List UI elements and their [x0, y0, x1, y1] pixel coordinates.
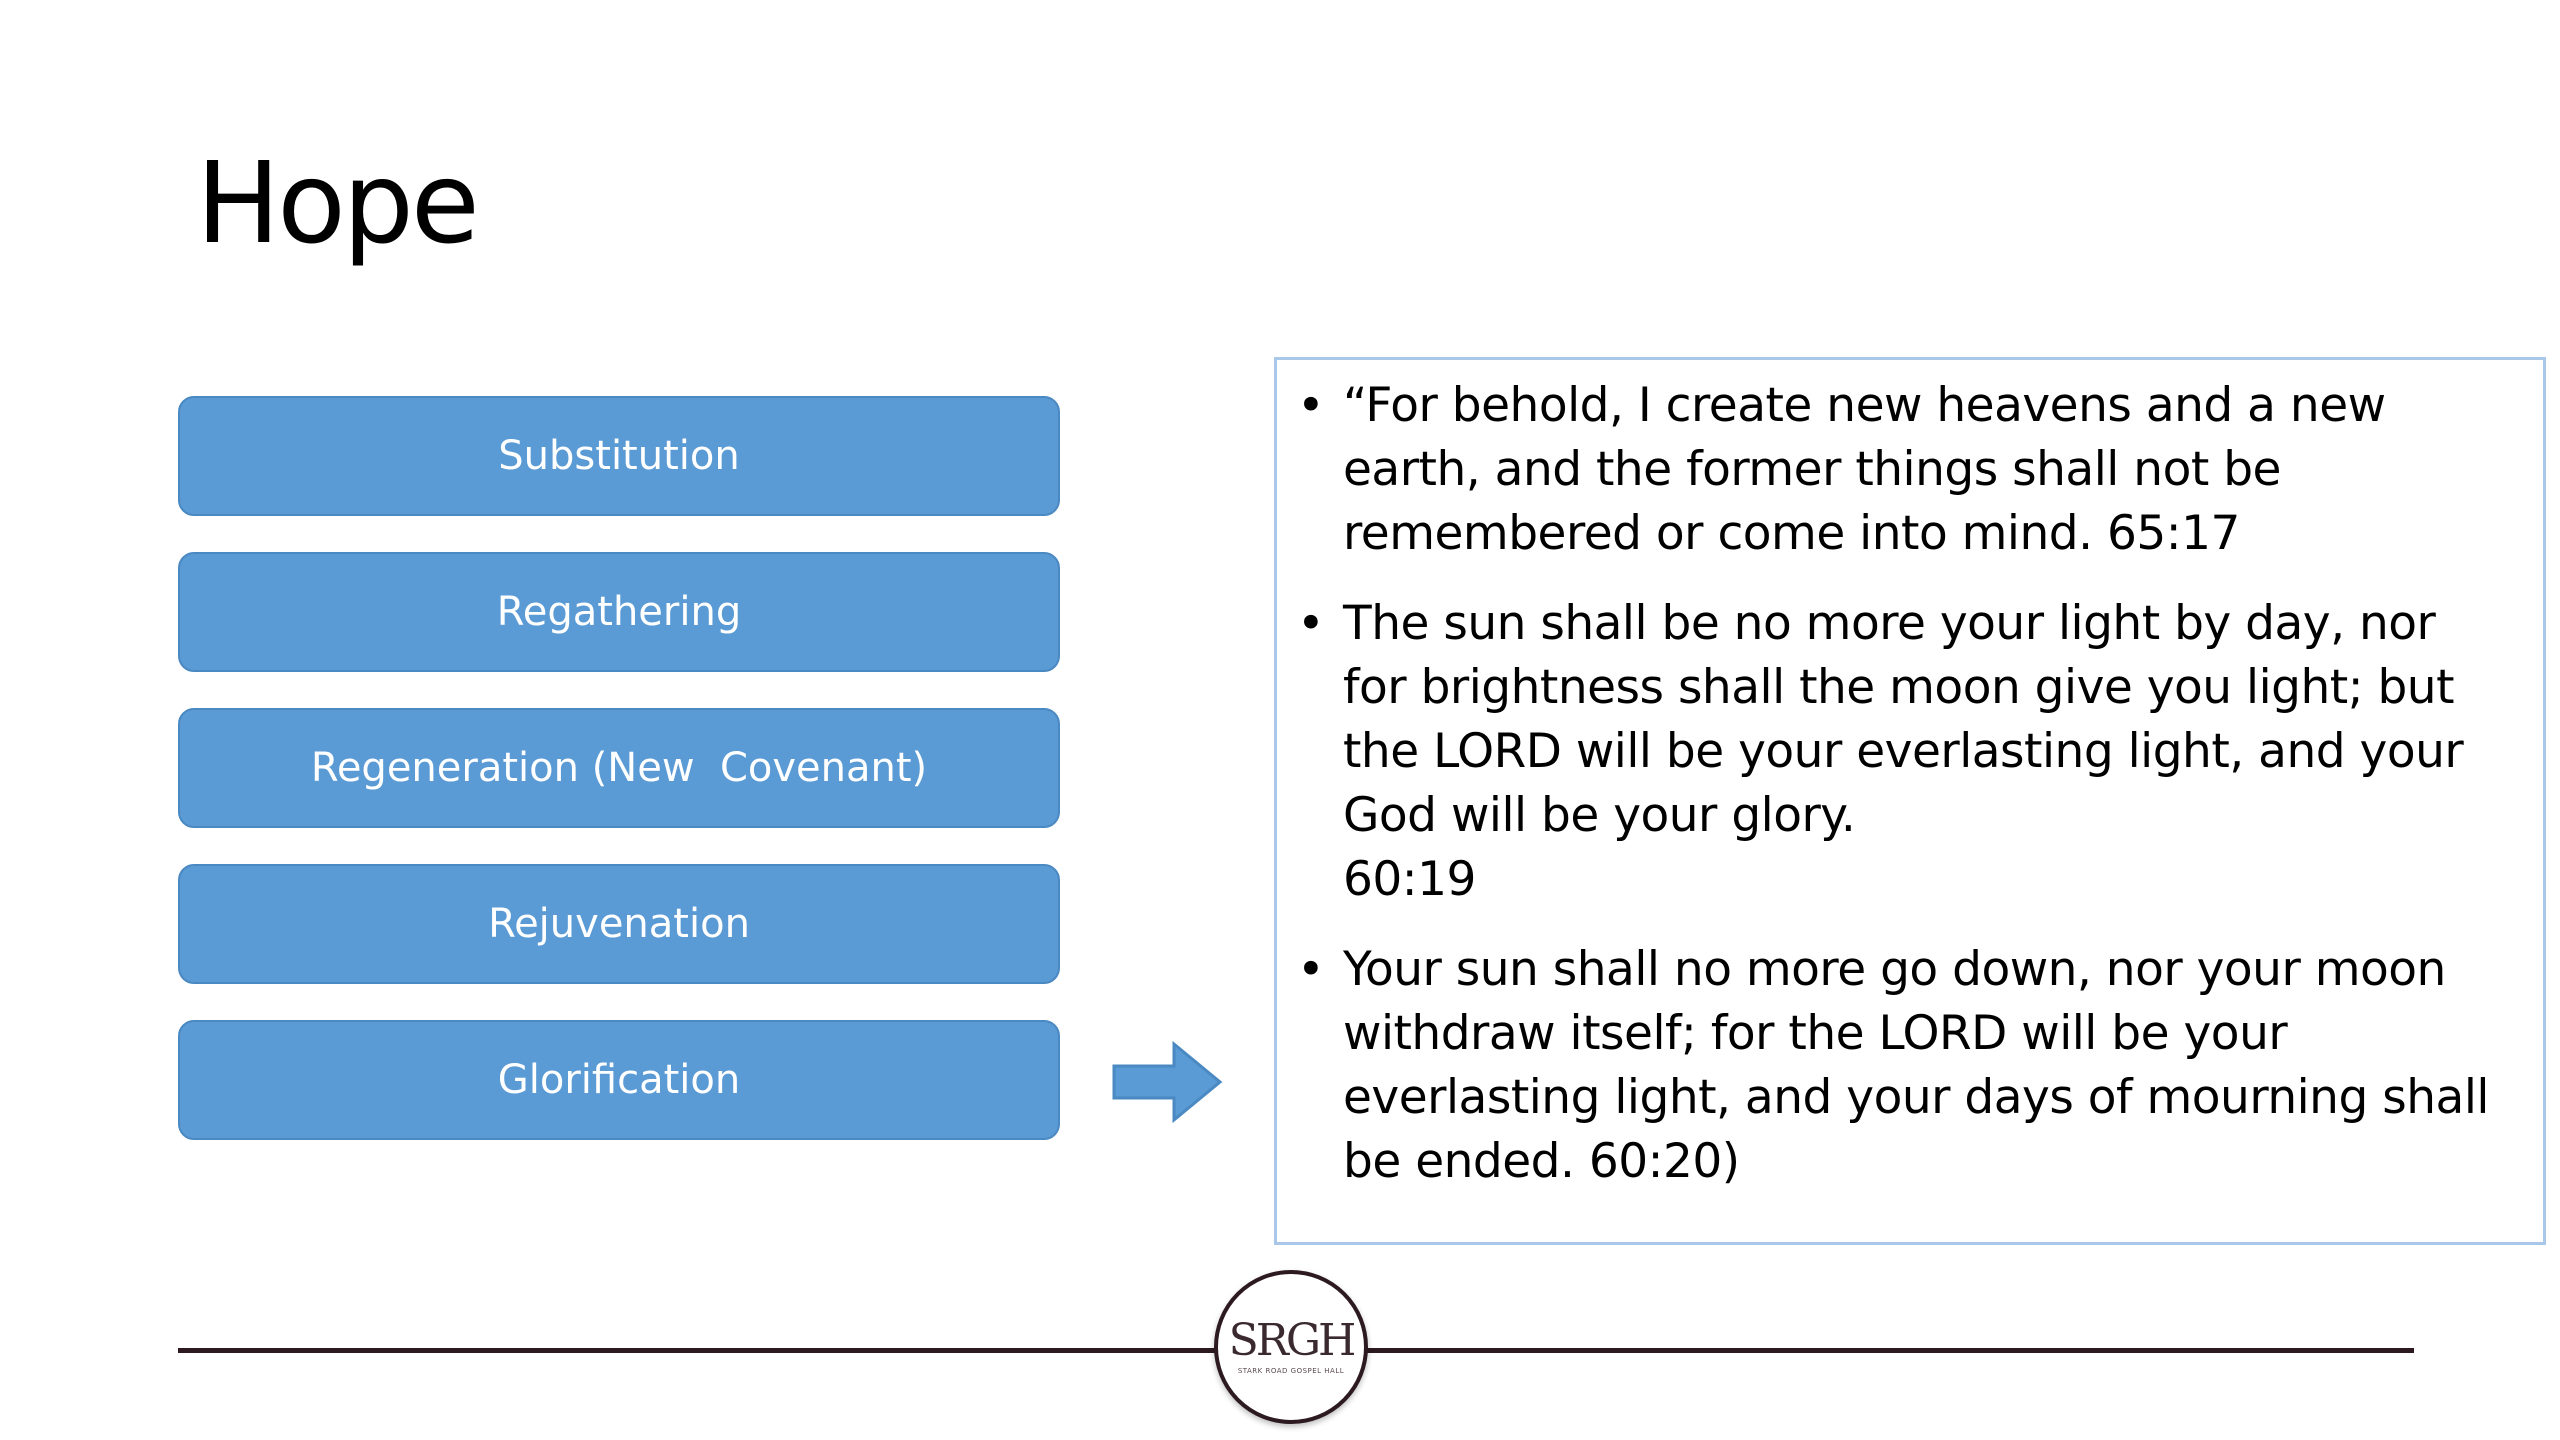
step-regathering: Regathering — [178, 552, 1060, 672]
slide-title: Hope — [196, 139, 477, 269]
quote-item: • Your sun shall no more go down, nor your moon withdraw itself; for the LORD will be your everlasting light, and your days of mourning shall be ended. 60:20) — [1343, 938, 2523, 1194]
logo-subtitle: STARK ROAD GOSPEL HALL — [1237, 1367, 1345, 1375]
quote-box — [1274, 357, 2546, 1245]
step-regeneration: Regeneration (New Covenant) — [178, 708, 1060, 828]
quote-item: • “For behold, I create new heavens and a new earth, and the former things shall not be remembered or come into mind. 65:17 — [1343, 374, 2523, 566]
step-substitution: Substitution — [178, 396, 1060, 516]
step-glorification: Glorification — [178, 1020, 1060, 1140]
steps-list — [178, 396, 1060, 1176]
quote-item: • The sun shall be no more your light by day, nor for brightness shall the moon give you light; but the LORD will be your everlasting light, and your God will be your glory. 60:19 — [1343, 592, 2523, 912]
srgh-logo — [1214, 1270, 1368, 1424]
logo-mark: SRGH — [1228, 1315, 1354, 1366]
step-rejuvenation: Rejuvenation — [178, 864, 1060, 984]
right-arrow-icon — [1112, 1040, 1224, 1124]
quote-list — [1343, 374, 2523, 1194]
